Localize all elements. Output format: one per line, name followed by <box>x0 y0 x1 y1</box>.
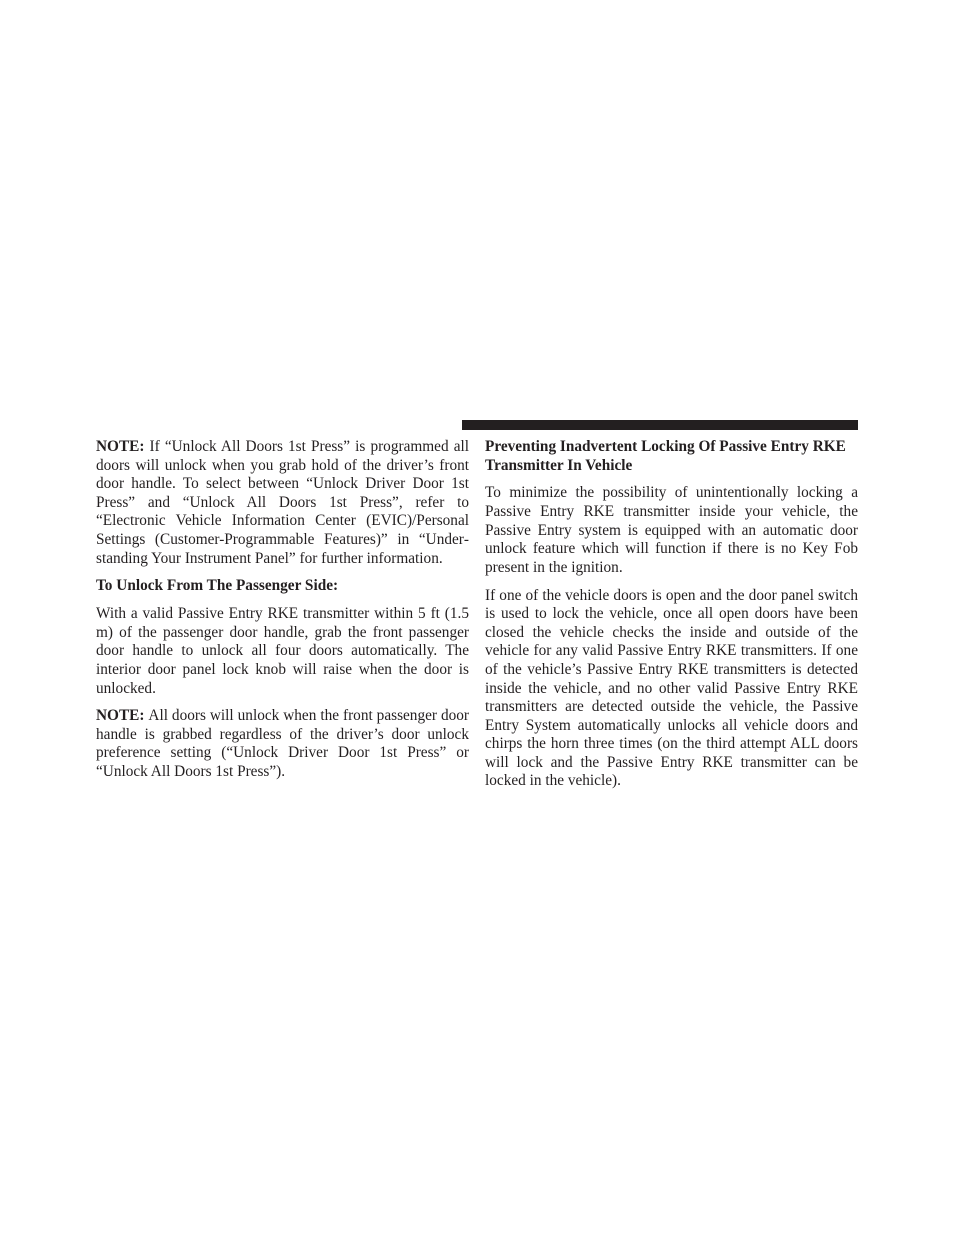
note-text: If “Unlock All Doors 1st Press” is programmed all doors will unlock when you grab hold of the driver’s front door handle. To select between “Unlock Driver Door 1st Press” and “Unlock All Doors 1st Press”, refer to “Electronic Vehicle Information Center (EVIC)/Personal Settings (Customer-Programmable Features)” in “Understanding Your Instrument Panel” for further information. <box>96 438 469 567</box>
body-paragraph: With a valid Passive Entry RKE transmitter within 5 ft (1.5 m) of the passenger door handle, grab the front passenger door handle to unlock all four doors automatically. The interior door panel lock knob will raise when the door is unlocked. <box>96 605 469 697</box>
section-heading-passenger-unlock: To Unlock From The Passenger Side: <box>96 577 339 595</box>
note-paragraph <box>96 438 469 568</box>
note-paragraph <box>96 707 469 781</box>
note-text: All doors will unlock when the front passenger door handle is grabbed regardless of the driver’s door unlock preference setting (“Unlock Driver Door 1st Press” or “Unlock All Doors 1st Press”). <box>96 707 469 781</box>
section-rule-bar <box>462 420 858 430</box>
body-paragraph: To minimize the possibility of unintentionally locking a Passive Entry RKE transmitter inside your vehicle, the Passive Entry system is equipped with an automatic door unlock feature which will function if there is no Key Fob present in the ignition. <box>485 484 858 576</box>
right-column <box>485 438 858 800</box>
body-paragraph: If one of the vehicle doors is open and the door panel switch is used to lock the vehicle, once all open doors have been closed the vehicle checks the inside and outside of the vehicle for any valid Passive Entry RKE transmitters. If one of the vehicle’s Passive Entry RKE transmitters is detected inside the vehicle, and no other valid Passive Entry RKE transmitters are detected outside the vehicle, the Passive Entry System automatically unlocks all vehicle doors and chirps the horn three times (on the third attempt ALL doors will lock and the Passive Entry RKE transmitter can be locked in the vehicle). <box>485 586 858 790</box>
left-column <box>96 438 469 791</box>
note-label: NOTE: <box>96 438 145 455</box>
section-heading-preventing-locking: Preventing Inadvertent Locking Of Passive Entry RKE Transmitter In Vehicle <box>485 438 846 474</box>
note-label: NOTE: <box>96 707 145 725</box>
